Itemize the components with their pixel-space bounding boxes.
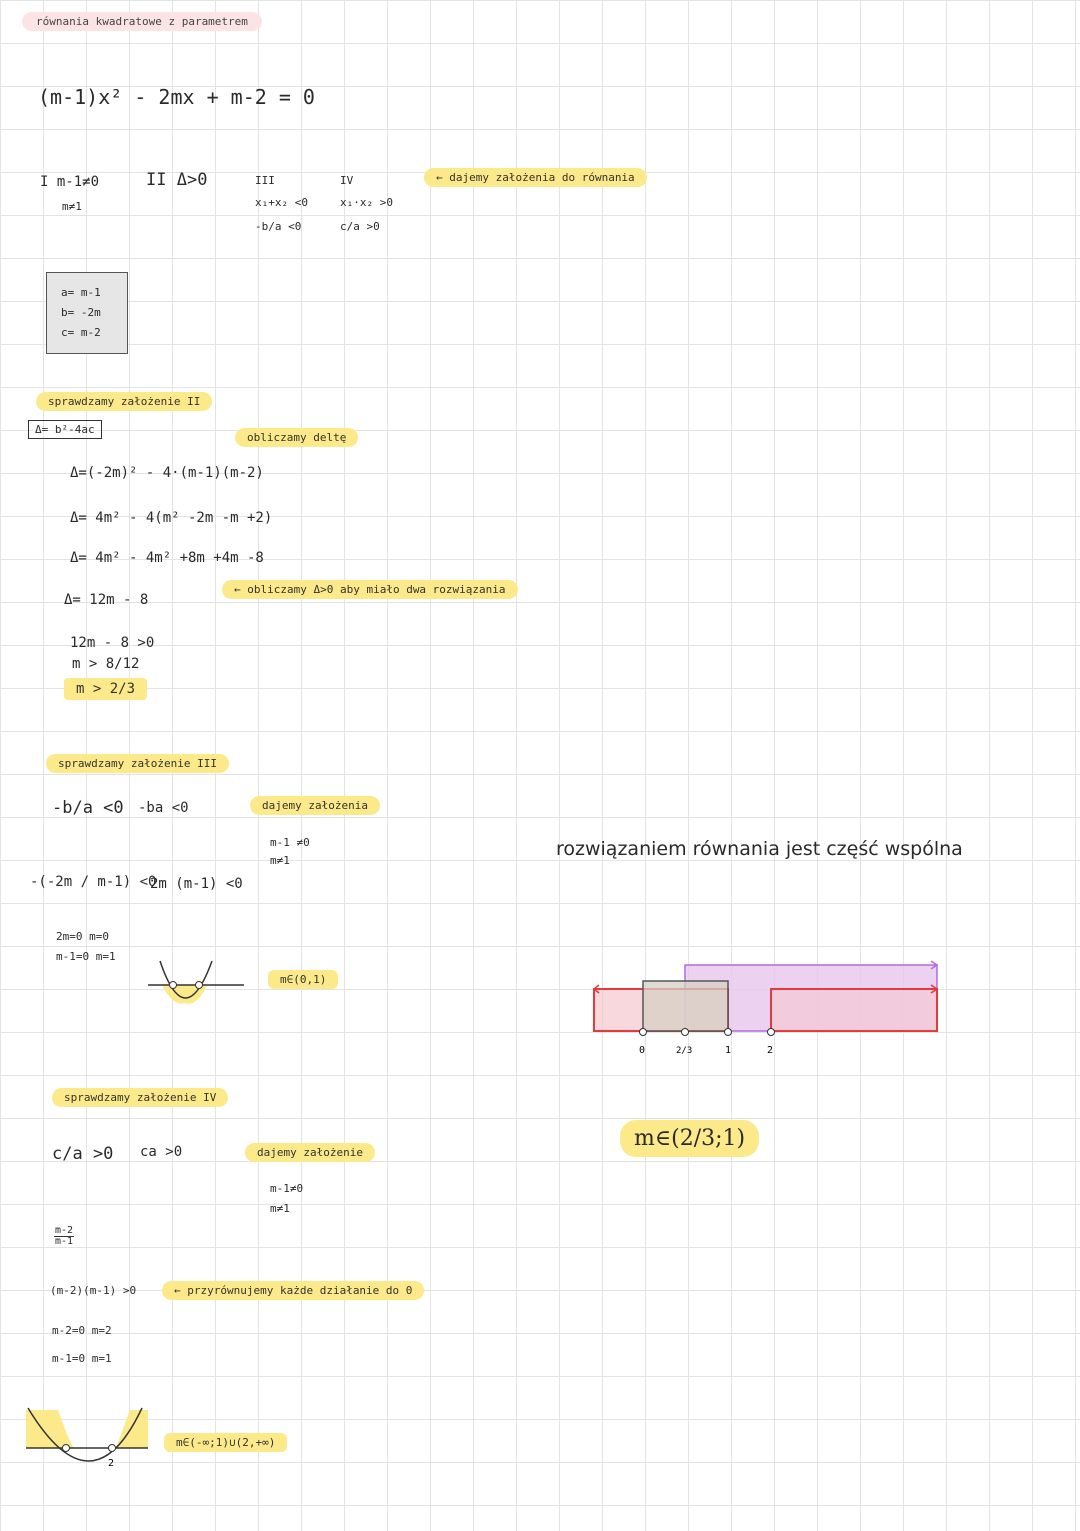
number-line-diagram	[585, 955, 955, 1065]
delta-inequality-2: m > 8/12	[72, 656, 140, 672]
main-equation: (m-1)x² - 2mx + m-2 = 0	[38, 85, 315, 109]
section-4-ineq-a: c/a >0	[52, 1144, 114, 1164]
coeff-b: b= -2m	[61, 306, 101, 319]
coeff-c: c= m-2	[61, 326, 101, 339]
section-2-heading: sprawdzamy założenie II	[36, 392, 212, 411]
fraction-denominator: m-1	[55, 1236, 74, 1247]
delta-step-2: Δ= 4m² - 4(m² -2m -m +2)	[70, 510, 273, 526]
section-4-zeros-2: m-1=0 m=1	[52, 1352, 112, 1365]
section-3-cond-2: m≠1	[270, 854, 290, 867]
section-3-result: m∈(0,1)	[268, 970, 338, 989]
section-4-note: dajemy założenie	[245, 1143, 375, 1162]
section-3-ineq-d: 2m (m-1) <0	[150, 876, 243, 892]
condition-2: II Δ>0	[146, 170, 208, 190]
delta-formula: Δ= b²-4ac	[28, 420, 102, 439]
section-4-cond-1: m-1≠0	[270, 1182, 304, 1195]
fraction-numerator: m-2	[55, 1225, 74, 1236]
point-0	[640, 1029, 647, 1036]
section-4-zeros-1: m-2=0 m=2	[52, 1324, 112, 1337]
section-4-cond-2: m≠1	[270, 1202, 290, 1215]
section-3-zeros-2: m-1=0 m=1	[56, 950, 116, 963]
coefficients-box	[46, 272, 128, 354]
condition-4-line2: c/a >0	[340, 220, 380, 233]
section-3-ineq-b: -ba <0	[138, 800, 189, 816]
parabola-graph-4	[22, 1404, 152, 1474]
note-delta-positive: ← obliczamy Δ>0 aby miało dwa rozwiązania	[222, 580, 518, 599]
tick-label-2-3: 2/3	[676, 1046, 693, 1056]
section-4-ineq-c: (m-2)(m-1) >0	[50, 1284, 137, 1297]
range-gray	[643, 981, 728, 1031]
point-1	[725, 1029, 732, 1036]
note-calc-delta: obliczamy deltę	[235, 428, 358, 447]
condition-3-label: III	[255, 174, 275, 187]
zero-point-1	[63, 1445, 70, 1452]
tick-label-2: 2	[767, 1045, 774, 1056]
point-2-3	[682, 1029, 689, 1036]
delta-result: m > 2/3	[64, 678, 147, 700]
section-4-fraction	[54, 1226, 74, 1247]
section-3-note: dajemy założenia	[250, 796, 380, 815]
section-3-ineq-c: -(-2m / m-1) <0	[30, 874, 157, 890]
tick-label-1: 1	[725, 1045, 732, 1056]
section-3-cond-1: m-1 ≠0	[270, 836, 310, 849]
parabola-graph-3	[140, 955, 250, 1015]
condition-3-line1: x₁+x₂ <0	[255, 196, 308, 209]
tick-label-0: 0	[639, 1045, 646, 1056]
condition-4-line1: x₁·x₂ >0	[340, 196, 393, 209]
section-4-note-2: ← przyrównujemy każde działanie do 0	[162, 1281, 424, 1300]
section-4-result: m∈(-∞;1)∪(2,+∞)	[164, 1433, 287, 1452]
section-3-heading: sprawdzamy założenie III	[46, 754, 229, 773]
final-answer: m∈(2/3;1)	[620, 1120, 759, 1157]
condition-1: I m-1≠0	[40, 174, 100, 190]
range-red-right	[771, 989, 937, 1031]
condition-4-label: IV	[340, 174, 354, 187]
zero-point-2	[109, 1445, 116, 1452]
delta-step-3: Δ= 4m² - 4m² +8m +4m -8	[70, 550, 264, 566]
page-title: równania kwadratowe z parametrem	[22, 12, 262, 31]
zero-label-2: 2	[108, 1458, 115, 1469]
section-4-ineq-b: ca >0	[140, 1144, 183, 1160]
condition-3-line2: -b/a <0	[255, 220, 302, 233]
section-3-zeros-1: 2m=0 m=0	[56, 930, 109, 943]
condition-1-result: m≠1	[62, 200, 82, 213]
coeff-a: a= m-1	[61, 286, 101, 299]
delta-step-4: Δ= 12m - 8	[64, 592, 149, 608]
conditions-note: ← dajemy założenia do równania	[424, 168, 647, 187]
delta-step-1: Δ=(-2m)² - 4·(m-1)(m-2)	[70, 465, 264, 481]
zero-point-0	[170, 982, 177, 989]
point-2	[768, 1029, 775, 1036]
delta-inequality-1: 12m - 8 >0	[70, 635, 155, 651]
section-3-ineq-a: -b/a <0	[52, 798, 124, 818]
zero-point-1	[196, 982, 203, 989]
section-4-heading: sprawdzamy założenie IV	[52, 1088, 228, 1107]
summary-text: rozwiązaniem równania jest część wspólna	[556, 838, 963, 860]
